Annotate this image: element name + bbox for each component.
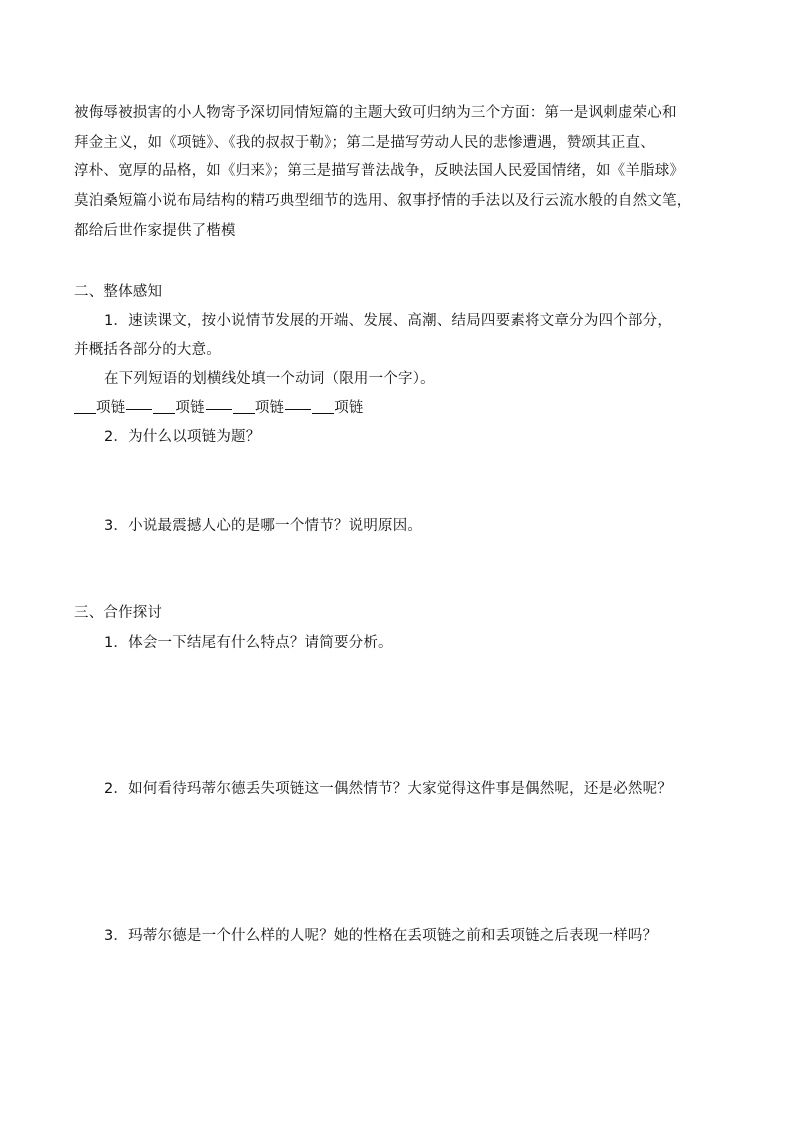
section-2-question-1-line-2: 并概括各部分的大意。 bbox=[74, 342, 221, 358]
section-3-question-2: 2．如何看待玛蒂尔德丢失项链这一偶然情节？大家觉得这件事是偶然呢，还是必然呢？ bbox=[104, 781, 673, 797]
blank-3[interactable] bbox=[233, 399, 255, 414]
intro-line-1: 被侮辱被损害的小人物寄予深切同情短篇的主题大致可归纳为三个方面：第一是讽刺虚荣心和 bbox=[74, 105, 677, 121]
fill-word-4: 项链 bbox=[334, 400, 364, 416]
blank-2[interactable] bbox=[153, 399, 175, 414]
blank-1[interactable] bbox=[74, 399, 96, 414]
section-2-question-3: 3．小说最震撼人心的是哪一个情节？说明原因。 bbox=[104, 518, 423, 534]
section-2-question-2: 2．为什么以项链为题？ bbox=[104, 429, 261, 445]
fill-word-2: 项链 bbox=[175, 400, 205, 416]
fill-instruction: 在下列短语的划横线处填一个动词（限用一个字）。 bbox=[104, 371, 435, 387]
dash-3 bbox=[285, 399, 311, 410]
dash-1 bbox=[126, 399, 152, 410]
fill-in-blank-row bbox=[74, 398, 734, 418]
intro-line-5: 都给后世作家提供了楷模 bbox=[74, 223, 236, 239]
intro-line-3: 淳朴、宽厚的品格，如《归来》；第三是描写普法战争，反映法国人民爱国情绪，如《羊脂球》 bbox=[74, 163, 685, 179]
fill-word-1: 项链 bbox=[96, 400, 126, 416]
section-3-heading: 三、合作探讨 bbox=[74, 605, 163, 621]
intro-line-2: 拜金主义，如《项链》、《我的叔叔于勒》；第二是描写劳动人民的悲惨遭遇，赞颂其正直、 bbox=[74, 135, 655, 151]
blank-4[interactable] bbox=[312, 399, 334, 414]
dash-2 bbox=[206, 399, 232, 410]
section-3-question-1: 1．体会一下结尾有什么特点？请简要分析。 bbox=[104, 635, 393, 651]
section-2-question-1-line-1: 1．速读课文，按小说情节发展的开端、发展、高潮、结局四要素将文章分为四个部分， bbox=[104, 313, 673, 329]
intro-line-4: 莫泊桑短篇小说布局结构的精巧典型细节的选用、叙事抒情的手法以及行云流水般的自然文笔， bbox=[74, 193, 692, 209]
section-2-heading: 二、整体感知 bbox=[74, 284, 163, 300]
section-3-question-3: 3．玛蒂尔德是一个什么样的人呢？她的性格在丢项链之前和丢项链之后表现一样吗？ bbox=[104, 928, 658, 944]
fill-word-3: 项链 bbox=[254, 400, 285, 416]
